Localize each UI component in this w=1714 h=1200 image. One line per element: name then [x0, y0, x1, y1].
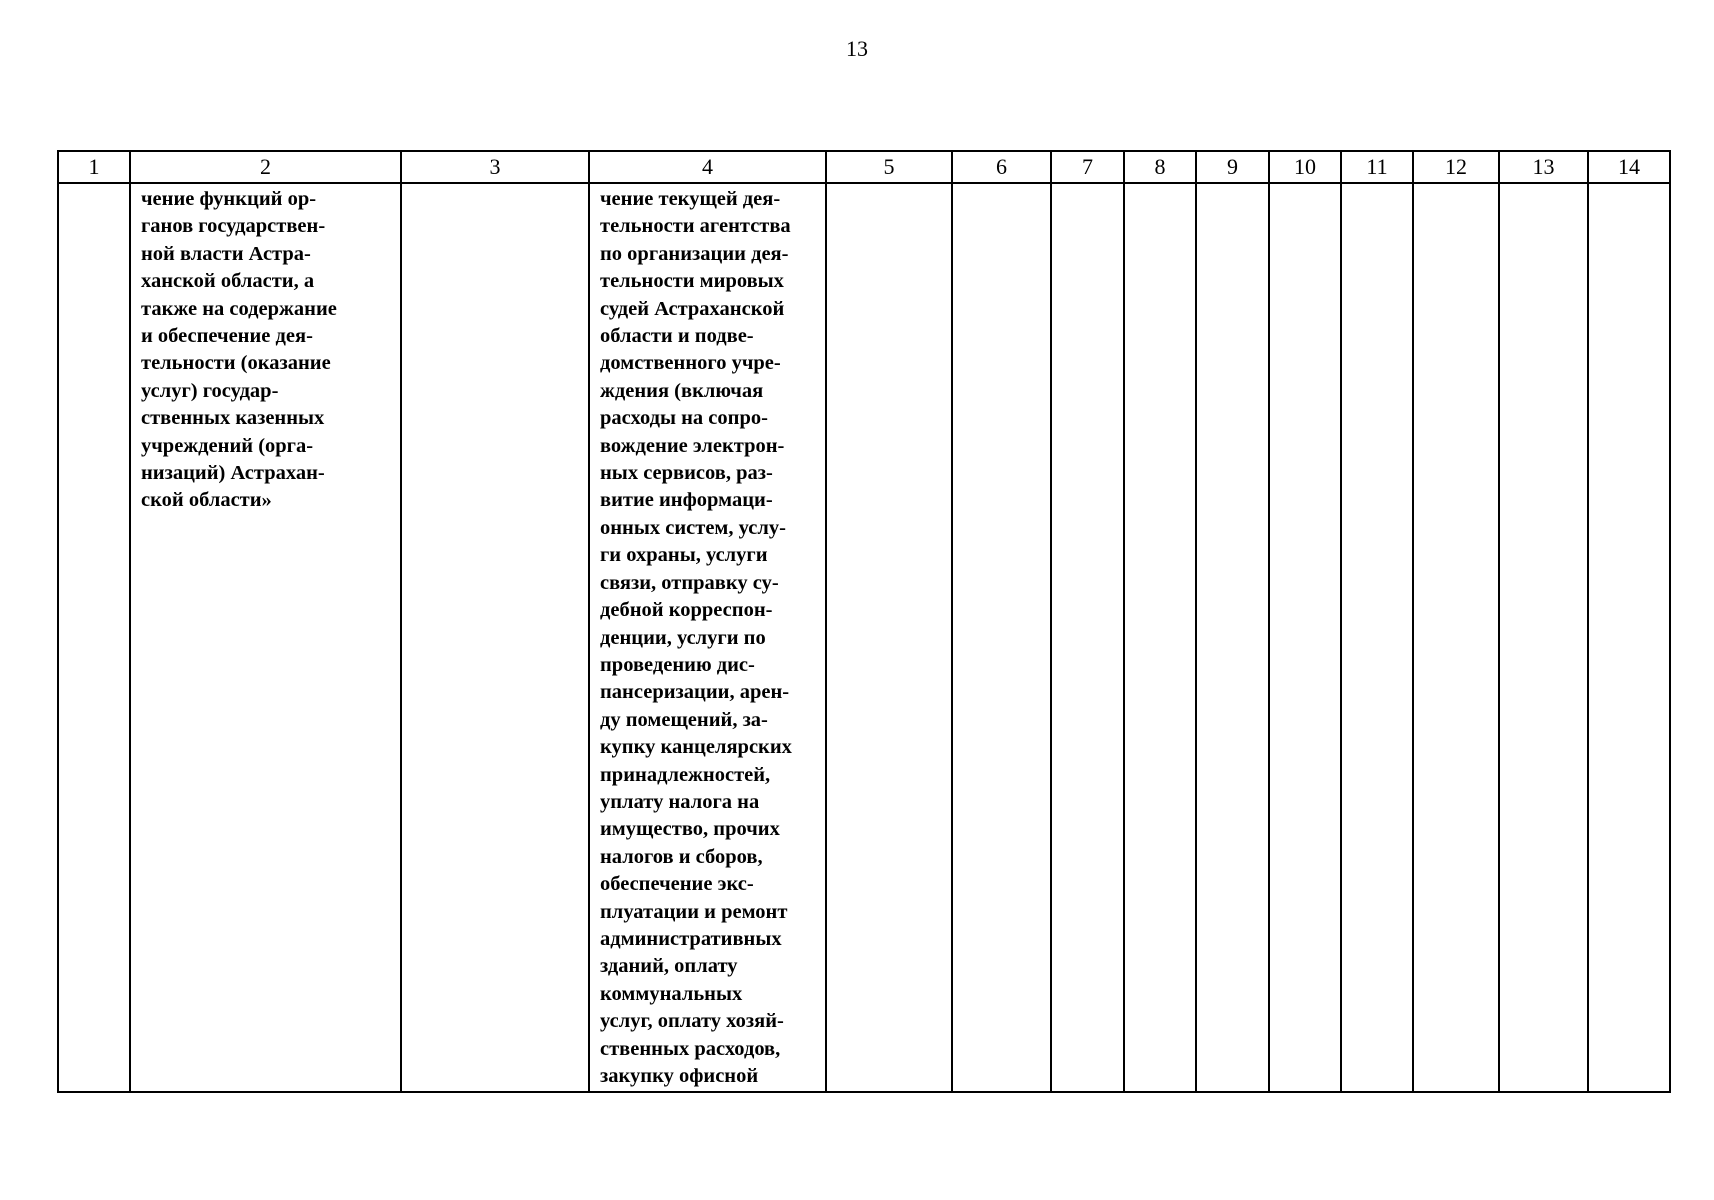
text-line: учреждений (орга-	[141, 434, 314, 457]
text-line: дебной корреспон-	[600, 599, 773, 622]
column-header-8: 8	[1124, 151, 1196, 183]
text-line: по организации дея-	[600, 242, 789, 265]
column-header-13: 13	[1499, 151, 1588, 183]
text-line: зданий, оплату	[600, 955, 738, 978]
cell-col-10	[1269, 183, 1341, 1092]
text-line: услуг) государ-	[141, 379, 279, 402]
text-line: пансеризации, арен-	[600, 681, 790, 704]
table-header	[58, 151, 1670, 183]
column-header-9: 9	[1196, 151, 1269, 183]
expense-description-text	[590, 184, 825, 1090]
text-line: расходы на сопро-	[600, 407, 768, 430]
text-line: онных систем, услу-	[600, 516, 786, 539]
text-line: ной власти Астра-	[141, 242, 311, 265]
column-header-7: 7	[1051, 151, 1124, 183]
text-line: коммунальных	[600, 982, 743, 1005]
column-header-4: 4	[589, 151, 826, 183]
column-header-11: 11	[1341, 151, 1413, 183]
column-header-3: 3	[401, 151, 589, 183]
text-line: судей Астраханской	[600, 297, 785, 320]
text-line: уплату налога на	[600, 790, 760, 813]
text-line: тельности мировых	[600, 270, 784, 293]
text-line: плуатации и ремонт	[600, 900, 788, 923]
text-line: имущество, прочих	[600, 818, 780, 841]
cell-col-9	[1196, 183, 1269, 1092]
column-header-12: 12	[1413, 151, 1499, 183]
text-line: ждения (включая	[600, 379, 764, 402]
text-line: обеспечение экс-	[600, 873, 754, 896]
cell-col-7	[1051, 183, 1124, 1092]
budget-table	[57, 150, 1671, 1093]
purpose-text	[131, 184, 400, 515]
page-number: 13	[846, 36, 868, 61]
column-header-5: 5	[826, 151, 952, 183]
text-line: закупку офисной	[600, 1065, 759, 1087]
cell-col-1	[58, 183, 130, 1092]
text-line: вождение электрон-	[600, 434, 785, 457]
cell-col-14	[1588, 183, 1670, 1092]
text-line: и обеспечение дея-	[141, 325, 313, 348]
cell-col-12	[1413, 183, 1499, 1092]
cell-col-13	[1499, 183, 1588, 1092]
column-header-1: 1	[58, 151, 130, 183]
text-line: административных	[600, 927, 782, 950]
text-line: налогов и сборов,	[600, 845, 763, 868]
header-row	[58, 151, 1670, 183]
text-line: ду помещений, за-	[600, 708, 768, 731]
text-line: ных сервисов, раз-	[600, 462, 773, 485]
text-line: тельности (оказание	[141, 352, 331, 375]
cell-col-8	[1124, 183, 1196, 1092]
text-line: домственного учре-	[600, 352, 781, 375]
column-header-6: 6	[952, 151, 1051, 183]
text-line: принадлежностей,	[600, 763, 771, 786]
text-line: проведению дис-	[600, 653, 755, 676]
cell-col-4	[589, 183, 826, 1092]
table-row	[58, 183, 1670, 1092]
text-line: услуг, оплату хозяй-	[600, 1010, 784, 1033]
text-line: ганов государствен-	[141, 215, 326, 238]
column-header-14: 14	[1588, 151, 1670, 183]
text-line: области и подве-	[600, 325, 754, 348]
text-line: ги охраны, услуги	[600, 544, 768, 567]
text-line: низаций) Астрахан-	[141, 462, 325, 485]
cell-col-6	[952, 183, 1051, 1092]
text-line: чение функций ор-	[141, 188, 317, 210]
text-line: ханской области, а	[141, 270, 315, 293]
text-line: чение текущей дея-	[600, 188, 781, 210]
column-header-2: 2	[130, 151, 401, 183]
cell-col-2	[130, 183, 401, 1092]
text-line: витие информаци-	[600, 489, 773, 512]
cell-col-5	[826, 183, 952, 1092]
cell-col-3	[401, 183, 589, 1092]
text-line: также на содержание	[141, 297, 337, 320]
text-line: купку канцелярских	[600, 736, 792, 759]
text-line: ственных казенных	[141, 407, 325, 430]
text-line: денции, услуги по	[600, 626, 766, 649]
text-line: ской области»	[141, 489, 272, 512]
cell-col-11	[1341, 183, 1413, 1092]
column-header-10: 10	[1269, 151, 1341, 183]
text-line: ственных расходов,	[600, 1037, 781, 1060]
text-line: тельности агентства	[600, 215, 791, 238]
text-line: связи, отправку су-	[600, 571, 779, 594]
